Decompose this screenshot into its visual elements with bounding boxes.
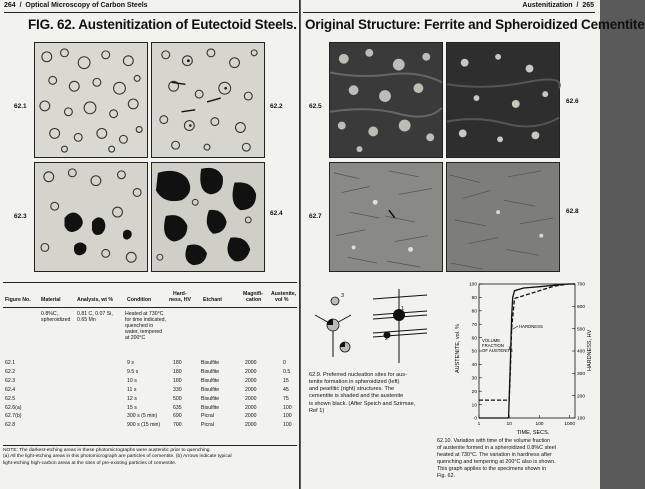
table-cell-time: 900 s (15 min) — [127, 422, 161, 429]
table-cell-aust: 0.5 — [283, 368, 291, 375]
table-cell-aust: 100 — [283, 422, 292, 429]
caption-62-9-line: Ref 1) — [309, 407, 325, 414]
y2-axis-label: HARDNESS, HV — [587, 329, 593, 371]
table-cell-aust: 0 — [283, 360, 286, 366]
right-figure-title: Original Structure: Ferrite and Spheroidized Cementite — [305, 17, 645, 32]
col-magnification-line1: Magnifi- — [243, 291, 263, 298]
col-hardness-line2: ness, HV — [169, 297, 191, 304]
table-cell-mag: 2000 — [245, 360, 257, 366]
x-tick-label: 1 — [477, 422, 481, 427]
table-cell-time: 11 s — [127, 386, 137, 393]
col-austenite-line2: vol % — [275, 297, 289, 304]
left-figure-title: FIG. 62. Austenitization of Eutectoid Steels. — [28, 17, 297, 32]
col-austenite-line1: Austenite, — [271, 291, 297, 298]
micrograph-62-2-image — [152, 43, 264, 157]
table-row — [3, 360, 297, 368]
table-row — [3, 387, 297, 395]
micrograph-62-5 — [329, 42, 443, 158]
table-cell-aust: 75 — [283, 395, 289, 402]
micrograph-62-2 — [151, 42, 265, 158]
table-note-3: light-etching high-carbon areas at the sites of pre-existing particles of cementite. — [3, 460, 177, 466]
label-62-8: 62.8 — [566, 208, 579, 215]
table-cell-mag: 2000 — [245, 368, 257, 375]
table-cell-time: 15 s — [127, 404, 137, 411]
material-cell — [41, 312, 70, 324]
table-cell-fig: 62.8 — [5, 422, 16, 429]
austenite-hardness-chart — [451, 280, 599, 452]
table-note-1: NOTE: The darkest-etching areas in these photomicrographs were austenitic prior to quenching. — [3, 448, 211, 453]
annotation-volume-fraction-1: VOLUME — [482, 338, 501, 343]
y2-tick-label: 700 — [577, 282, 586, 288]
caption-62-10-line: This graph applies to the specimens shown in — [437, 465, 547, 472]
caption-62-10 — [437, 438, 597, 479]
left-page-number: 264 — [4, 2, 16, 9]
table-cell-hv: 635 — [173, 404, 182, 411]
table-cell-fig: 62.4 — [5, 386, 16, 393]
micrograph-62-8-image — [447, 163, 559, 271]
y-tick-label: 40 — [471, 363, 477, 369]
analysis-line: 0.81 C, 0.07 Si, — [77, 311, 113, 317]
caption-62-10-line: Fig. 62. — [437, 472, 455, 479]
nucleation-sites-diagram — [311, 285, 431, 365]
caption-62-10-line: 62.10. Variation with time of the volume fraction — [437, 438, 551, 444]
micrograph-62-4-image — [152, 163, 264, 271]
y-tick-label: 60 — [471, 336, 477, 342]
y2-tick-label: 100 — [577, 416, 586, 422]
y-tick-label: 20 — [471, 389, 477, 395]
table-row — [3, 413, 297, 421]
caption-62-10-line: heated at 730°C. The variation in hardness after — [437, 451, 552, 458]
left-page — [0, 0, 300, 489]
right-running-title: Austenitization — [522, 2, 573, 9]
y2-tick-label: 200 — [577, 394, 586, 400]
y-axis-label: AUSTENITE, vol. % — [455, 324, 461, 373]
table-cell-fig: 62.2 — [5, 368, 16, 375]
annotation-volume-fraction-3: OF AUSTENITE — [482, 348, 514, 353]
specimen-table — [3, 282, 297, 446]
micrograph-62-7 — [329, 162, 443, 272]
table-cell-hv: 180 — [173, 377, 182, 384]
table-cell-etch: Bisulfite — [201, 368, 220, 375]
y-tick-label: 70 — [471, 322, 477, 328]
y-tick-label: 30 — [471, 376, 477, 382]
micrograph-62-7-image — [330, 163, 442, 271]
table-row — [3, 405, 297, 413]
micrograph-62-3 — [34, 162, 148, 272]
table-cell-aust: 100 — [283, 404, 292, 411]
y-tick-label: 100 — [468, 282, 477, 288]
table-cell-etch: Picral — [201, 422, 214, 429]
micrograph-62-4 — [151, 162, 265, 272]
left-header-rule — [4, 12, 298, 13]
table-cell-etch: Bisulfite — [201, 377, 220, 384]
micrograph-62-5-image — [330, 43, 442, 157]
table-cell-hv: 330 — [173, 386, 182, 393]
table-cell-aust: 45 — [283, 386, 289, 393]
table-body — [3, 308, 297, 446]
x-tick-label: 10 — [506, 422, 512, 427]
table-cell-mag: 2000 — [245, 386, 257, 393]
caption-62-9-line: tenite formation in spheroidized (left) — [309, 379, 400, 386]
caption-62-10-line: quenching and tempering at 200°C also is shown. — [437, 458, 556, 465]
table-cell-hv: 500 — [173, 395, 182, 402]
label-62-2: 62.2 — [270, 103, 283, 110]
y-tick-label: 10 — [471, 403, 477, 409]
table-cell-fig: 62.7(b) — [5, 413, 22, 420]
label-62-4: 62.4 — [270, 210, 283, 217]
table-cell-aust: 100 — [283, 413, 292, 420]
table-header — [3, 282, 297, 308]
diagram-number-2: 2 — [385, 336, 389, 342]
micrograph-62-8 — [446, 162, 560, 272]
table-cell-time: 10 s — [127, 377, 137, 384]
table-cell-etch: Bisulfite — [201, 404, 220, 411]
table-notes — [3, 448, 297, 467]
y2-tick-label: 600 — [577, 305, 586, 311]
y2-tick-label: 500 — [577, 327, 586, 333]
table-cell-fig: 62.5 — [5, 395, 16, 402]
col-etchant: Etchant — [203, 297, 223, 304]
table-cell-etch: Bisulfite — [201, 360, 220, 366]
y2-tick-label: 400 — [577, 349, 586, 355]
col-analysis: Analysis, wt % — [77, 297, 114, 304]
micrograph-62-1 — [34, 42, 148, 158]
right-page — [301, 0, 645, 489]
y-tick-label: 50 — [471, 349, 477, 355]
condition-line: Heated at 730°C — [125, 311, 164, 317]
chart-svg — [451, 280, 599, 452]
annotation-volume-fraction-2: FRACTION — [482, 343, 504, 348]
table-cell-aust: 15 — [283, 377, 289, 384]
label-62-6: 62.6 — [566, 98, 579, 105]
condition-line: at 200°C — [125, 334, 146, 341]
y-tick-label: 0 — [474, 416, 477, 422]
material-line: 0.8%C, — [41, 311, 59, 317]
table-note-2: (a) All the light-etching areas in this photomicrograph are particles of cementite. (b) Arrows indicate typical — [3, 454, 232, 460]
y-tick-label: 80 — [471, 309, 477, 315]
table-cell-hv: 180 — [173, 360, 182, 366]
diagram-number-1: 1 — [401, 306, 405, 312]
table-cell-time: 9.5 s — [127, 368, 139, 375]
table-row — [3, 369, 297, 377]
x-tick-label: 1000 — [564, 422, 576, 427]
table-row — [3, 396, 297, 404]
micrograph-62-1-image — [35, 43, 147, 157]
col-material: Material — [41, 297, 61, 304]
table-cell-time: 9 s — [127, 360, 134, 366]
table-cell-fig: 62.3 — [5, 377, 16, 384]
micrograph-62-6-image — [447, 43, 559, 157]
pearlitic-sketch — [373, 289, 427, 363]
caption-62-9-line: cementite is shaded and the austenite — [309, 393, 404, 400]
right-header-rule — [303, 12, 595, 13]
label-62-1: 62.1 — [14, 103, 27, 110]
x-tick-label: 100 — [535, 422, 544, 427]
table-cell-time: 12 s — [127, 395, 137, 402]
left-running-title: Optical Microscopy of Carbon Steels — [25, 2, 148, 9]
table-cell-hv: 700 — [173, 422, 182, 429]
table-cell-mag: 2000 — [245, 395, 257, 402]
analysis-cell — [77, 312, 113, 324]
table-row — [3, 422, 297, 430]
table-cell-etch: Bisulfite — [201, 386, 220, 393]
micrograph-62-6 — [446, 42, 560, 158]
condition-cell — [125, 312, 166, 342]
table-cell-mag: 2000 — [245, 404, 257, 411]
condition-line: for time indicated, — [125, 316, 166, 323]
label-62-5: 62.5 — [309, 103, 322, 110]
analysis-line: 0.65 Mn — [77, 316, 96, 323]
condition-line: water, tempered — [125, 328, 163, 335]
caption-62-9 — [309, 372, 449, 415]
table-cell-mag: 2000 — [245, 413, 257, 420]
table-cell-etch: Picral — [201, 413, 214, 420]
table-cell-fig: 62.1 — [5, 360, 16, 366]
material-line: spheroidized — [41, 316, 71, 323]
right-running-head: Austenitization / 265 — [522, 2, 594, 9]
table-cell-time: 300 s (5 min) — [127, 413, 158, 420]
caption-62-9-line: and pearlitic (right) structures. The — [309, 386, 395, 393]
caption-62-9-line: is shown black. (After Speich and Szirmae, — [309, 400, 416, 407]
diagram-number-3: 3 — [341, 293, 345, 299]
col-hardness-line1: Hard- — [173, 291, 187, 298]
y-tick-label: 90 — [471, 296, 477, 302]
table-cell-mag: 2000 — [245, 422, 257, 429]
right-page-number: 265 — [582, 2, 594, 9]
caption-62-10-line: of austenite formed in a spheroidized 0.8%C steel — [437, 444, 556, 451]
x-axis-label: TIME, SECS. — [516, 430, 550, 436]
table-cell-hv: 180 — [173, 368, 182, 375]
col-magnification-line2: cation — [246, 297, 262, 304]
annotation-hardness: HARDNESS — [519, 324, 543, 329]
table-row — [3, 378, 297, 386]
table-cell-mag: 2000 — [245, 377, 257, 384]
table-cell-fig: 62.6(a) — [5, 404, 22, 411]
caption-62-9-line: 62.9. Preferred nucleation sites for aus- — [309, 372, 407, 378]
y2-tick-label: 300 — [577, 372, 586, 378]
micrograph-62-3-image — [35, 163, 147, 271]
label-62-3: 62.3 — [14, 213, 27, 220]
spheroidized-sketch — [315, 297, 351, 357]
table-cell-etch: Bisulfite — [201, 395, 220, 402]
left-running-head: 264 / Optical Microscopy of Carbon Steels — [4, 2, 148, 9]
col-condition: Condition — [127, 297, 152, 304]
label-62-7: 62.7 — [309, 213, 322, 220]
col-figure-no: Figure No. — [5, 297, 31, 304]
table-cell-hv: 690 — [173, 413, 182, 420]
condition-line: quenched in — [125, 322, 154, 329]
